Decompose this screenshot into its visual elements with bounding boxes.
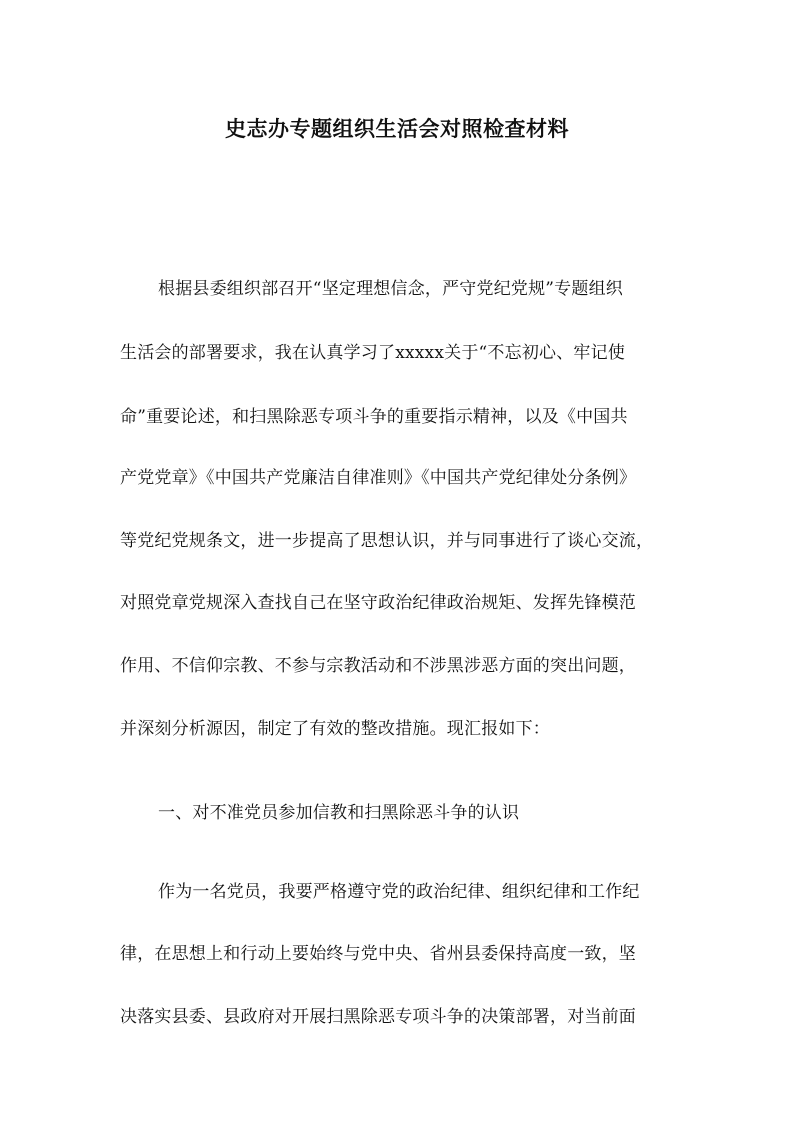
document-title: 史志办专题组织生活会对照检查材料 (225, 117, 569, 141)
paragraph-line: 决落实县委、县政府对开展扫黑除恶专项斗争的决策部署，对当前面 (120, 1007, 636, 1027)
paragraph-line: 生活会的部署要求，我在认真学习了xxxxx关于“不忘初心、牢记使 (120, 343, 626, 363)
section-heading: 一、对不准党员参加信教和扫黑除恶斗争的认识 (158, 803, 520, 823)
paragraph-line: 作为一名党员，我要严格遵守党的政治纪律、组织纪律和工作纪 (158, 882, 640, 902)
paragraph-line: 产党党章》《中国共产党廉洁自律准则》《中国共产党纪律处分条例》 (120, 468, 637, 488)
paragraph-line: 对照党章党规深入查找自己在坚守政治纪律政治规矩、发挥先锋模范 (120, 593, 636, 613)
paragraph-line: 命”重要论述，和扫黑除恶专项斗争的重要指示精神，以及《中国共 (120, 407, 628, 427)
paragraph-line: 作用、不信仰宗教、不参与宗教活动和不涉黑涉恶方面的突出问题， (120, 656, 636, 676)
paragraph-line: 并深刻分析源因，制定了有效的整改措施。现汇报如下： (120, 719, 550, 739)
paragraph-line: 律，在思想上和行动上要始终与党中央、省州县委保持高度一致，坚 (120, 944, 636, 964)
paragraph-line: 根据县委组织部召开“坚定理想信念，严守党纪党规”专题组织 (158, 279, 623, 299)
paragraph-line: 等党纪党规条文，进一步提高了思想认识，并与同事进行了谈心交流， (120, 531, 654, 551)
